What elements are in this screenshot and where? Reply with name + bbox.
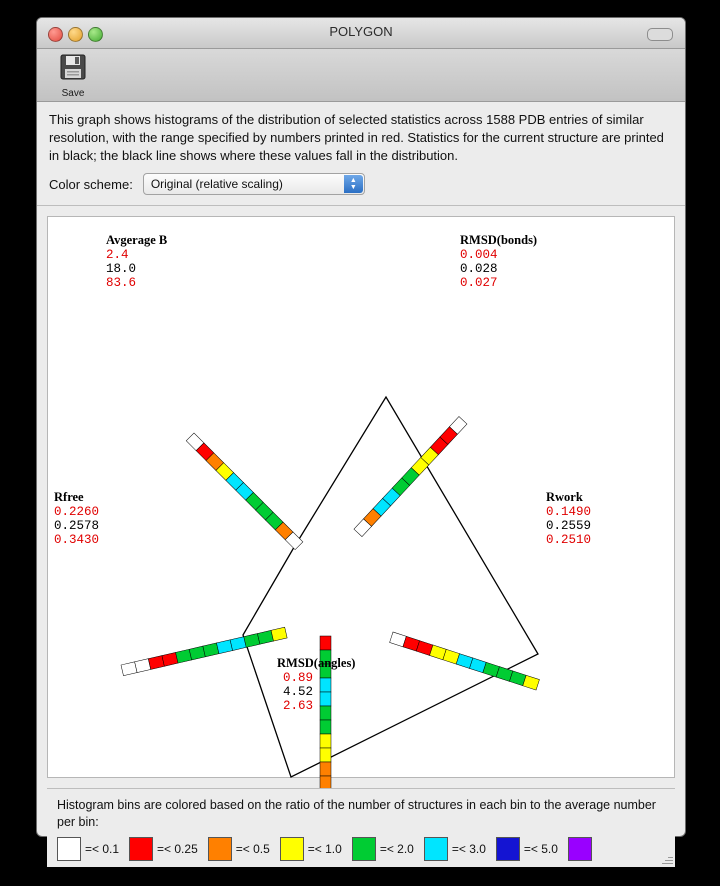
legend-item: =< 0.1: [57, 837, 119, 861]
legend-description: Histogram bins are colored based on the ratio of the number of structures in each bin to the average number per bin:: [57, 798, 656, 829]
legend-item: =< 0.25: [129, 837, 198, 861]
axis-bar-avgerage-b: [186, 433, 303, 550]
current-structure-polygon: [243, 397, 538, 777]
axis-bar-rmsd-bonds: [354, 416, 467, 536]
legend-panel: [47, 788, 675, 867]
axis-label-rmsd-bonds: RMSD(bonds) 0.004 0.028 0.027: [460, 233, 538, 290]
legend-swatch-orange: [208, 837, 232, 861]
legend-item: =< 2.0: [352, 837, 414, 861]
legend-swatch-cyan: [424, 837, 448, 861]
legend-swatch-red: [129, 837, 153, 861]
polygon-graph: [47, 216, 675, 778]
floppy-disk-icon: [58, 69, 88, 86]
color-scheme-value: Original (relative scaling): [150, 177, 283, 191]
axis-label-rmsd-angles: RMSD(angles) 0.89 4.52 2.63: [277, 656, 356, 713]
legend-swatch-purple: [568, 837, 592, 861]
toolbar: [37, 49, 685, 102]
legend-swatch-yellow: [280, 837, 304, 861]
axis-label-rfree: Rfree 0.2260 0.2578 0.3430: [54, 490, 100, 547]
resize-grip[interactable]: [661, 853, 673, 865]
description-text: This graph shows histograms of the distribution of selected statistics across 1588 PDB entries of similar resolution, with the range specified by numbers printed in red. Statistics for the current structure are printed in black; the black line shows where these values fall in the distribution.: [37, 102, 685, 169]
color-scheme-label: Color scheme:: [49, 176, 133, 192]
legend-item: [568, 837, 596, 861]
axis-bar-rfree: [121, 627, 287, 676]
legend-item: =< 3.0: [424, 837, 486, 861]
legend-swatch-green: [352, 837, 376, 861]
color-scheme-select[interactable]: [143, 173, 365, 195]
toolbar-toggle-button[interactable]: [647, 28, 673, 41]
color-scheme-row: [37, 169, 685, 206]
axis-label-avgerage-b: Avgerage B 2.4 18.0 83.6: [106, 233, 168, 290]
save-button-label: Save: [61, 88, 85, 99]
axis-bar-rwork: [390, 632, 540, 690]
legend-item: =< 5.0: [496, 837, 558, 861]
legend-item: =< 0.5: [208, 837, 270, 861]
legend-swatch-blue: [496, 837, 520, 861]
legend-swatch-white: [57, 837, 81, 861]
window-titlebar: [37, 18, 685, 49]
window-title: POLYGON: [329, 24, 393, 39]
chevron-updown-icon: ▲ ▼: [344, 175, 363, 193]
save-button[interactable]: [47, 52, 99, 99]
application-window: [36, 17, 686, 856]
axis-label-rwork: Rwork 0.1490 0.2559 0.2510: [546, 490, 592, 547]
legend-swatch-list: [53, 837, 669, 861]
legend-item: =< 1.0: [280, 837, 342, 861]
